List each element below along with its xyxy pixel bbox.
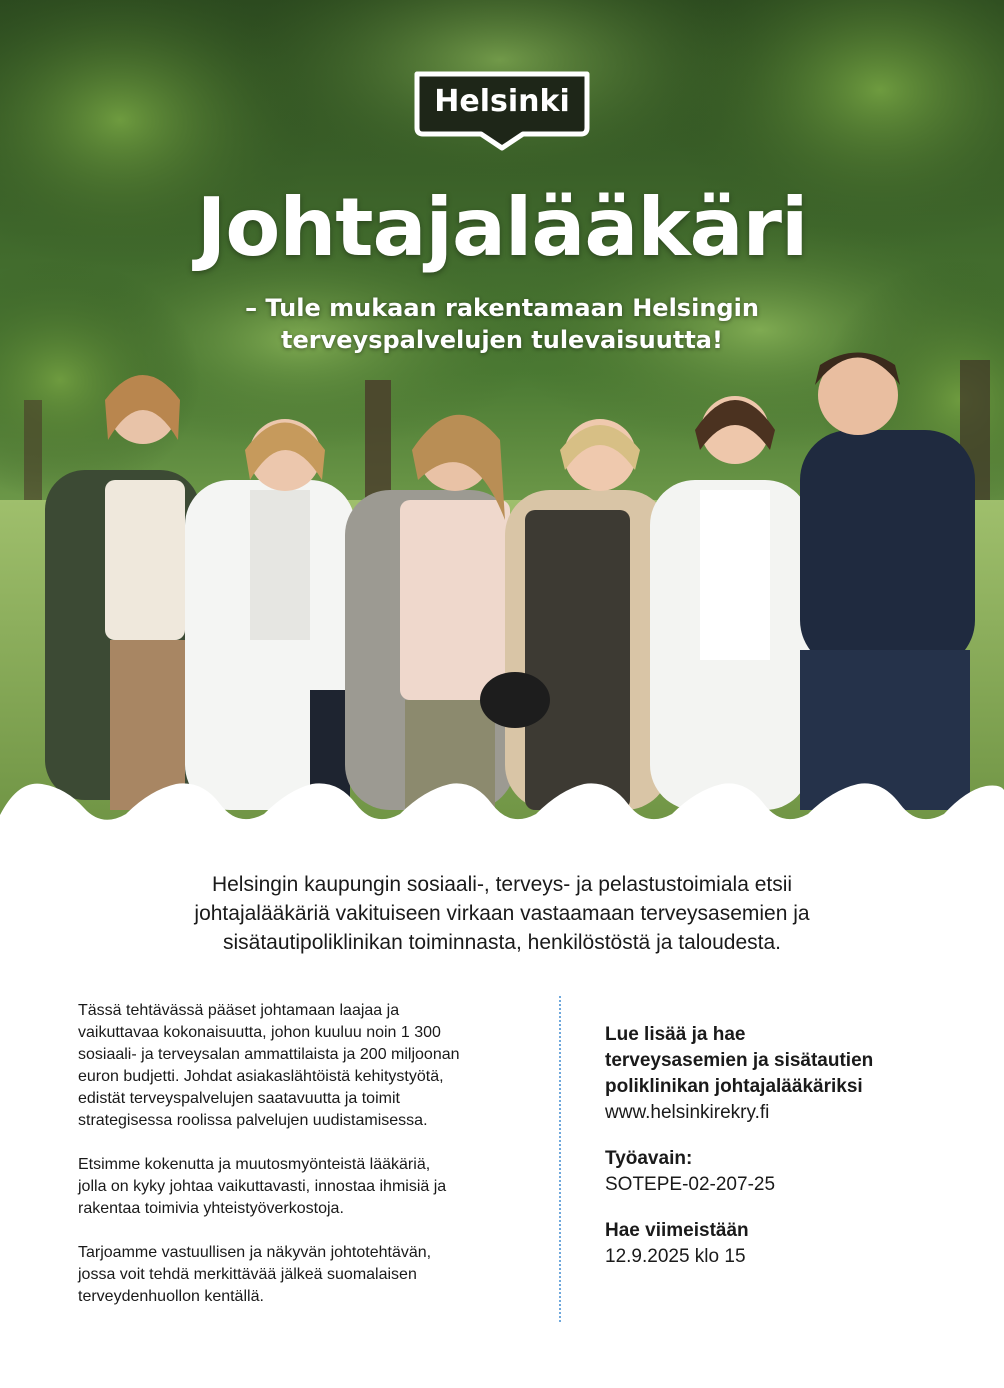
apply-url-link[interactable]: www.helsinkirekry.fi [605, 1102, 770, 1123]
job-key-label: Työavain: [605, 1148, 693, 1169]
text-line: Tarjoamme vastuullisen ja näkyvän johtotehtävän, [78, 1244, 432, 1261]
description-paragraph-1 [78, 1000, 528, 1132]
text-line: terveydenhuollon kentällä. [78, 1288, 264, 1305]
deadline-value: 12.9.2025 klo 15 [605, 1246, 746, 1267]
text-line: terveysasemien ja sisätautien [605, 1050, 874, 1071]
description-paragraph-3 [78, 1242, 528, 1308]
text-line: Etsimme kokenutta ja muutosmyönteistä lääkäriä, [78, 1156, 431, 1173]
text-line: jolla on kyky johtaa vaikuttavasti, innostaa ihmisiä ja [78, 1178, 447, 1195]
subtitle-line-2: terveyspalvelujen tulevaisuutta! [281, 326, 723, 354]
deadline-block [605, 1218, 945, 1270]
text-line: jossa voit tehdä merkittävää jälkeä suomalaisen [78, 1266, 417, 1283]
wave-divider [0, 770, 1004, 830]
description-column [78, 1000, 528, 1330]
text-line: sosiaali- ja terveysalan ammattilaista ja 200 miljoonan [78, 1046, 460, 1063]
text-line: Tässä tehtävässä pääset johtamaan laajaa ja [78, 1002, 400, 1019]
apply-block [605, 1022, 945, 1126]
text-line: strategisessa roolissa palvelujen uudistamisessa. [78, 1112, 428, 1129]
apply-heading [605, 1022, 945, 1100]
lead-line-2: johtajalääkäriä vakituiseen virkaan vastaamaan terveysasemien ja [194, 902, 810, 925]
text-line: vaikuttavaa kokonaisuutta, johon kuuluu noin 1 300 [78, 1024, 441, 1041]
job-key-value: SOTEPE-02-207-25 [605, 1174, 776, 1195]
helsinki-logo [413, 70, 591, 152]
text-line: euron budjetti. Johdat asiakaslähtöistä kehitystyötä, [78, 1068, 444, 1085]
job-key-block [605, 1146, 945, 1198]
text-line: rakentaa toimivia yhteistyöverkostoja. [78, 1200, 344, 1217]
text-line: edistät terveyspalvelujen saatavuutta ja toimit [78, 1090, 400, 1107]
text-line: poliklinikan johtajalääkäriksi [605, 1076, 863, 1097]
lead-line-3: sisätautipoliklinikan toiminnasta, henkilöstöstä ja taloudesta. [223, 931, 781, 954]
subtitle [0, 292, 1004, 356]
subtitle-line-1: – Tule mukaan rakentamaan Helsingin [245, 294, 759, 322]
description-paragraph-2 [78, 1154, 528, 1220]
page-title: Johtajalääkäri [196, 181, 808, 274]
application-info [605, 1022, 945, 1290]
text-line: Lue lisää ja hae [605, 1024, 746, 1045]
lead-line-1: Helsingin kaupungin sosiaali-, terveys- ja pelastustoimiala etsii [211, 873, 793, 896]
logo-wordmark: Helsinki [434, 84, 570, 119]
lead-paragraph [100, 870, 904, 957]
dotted-divider [559, 996, 561, 1322]
deadline-label: Hae viimeistään [605, 1220, 749, 1241]
